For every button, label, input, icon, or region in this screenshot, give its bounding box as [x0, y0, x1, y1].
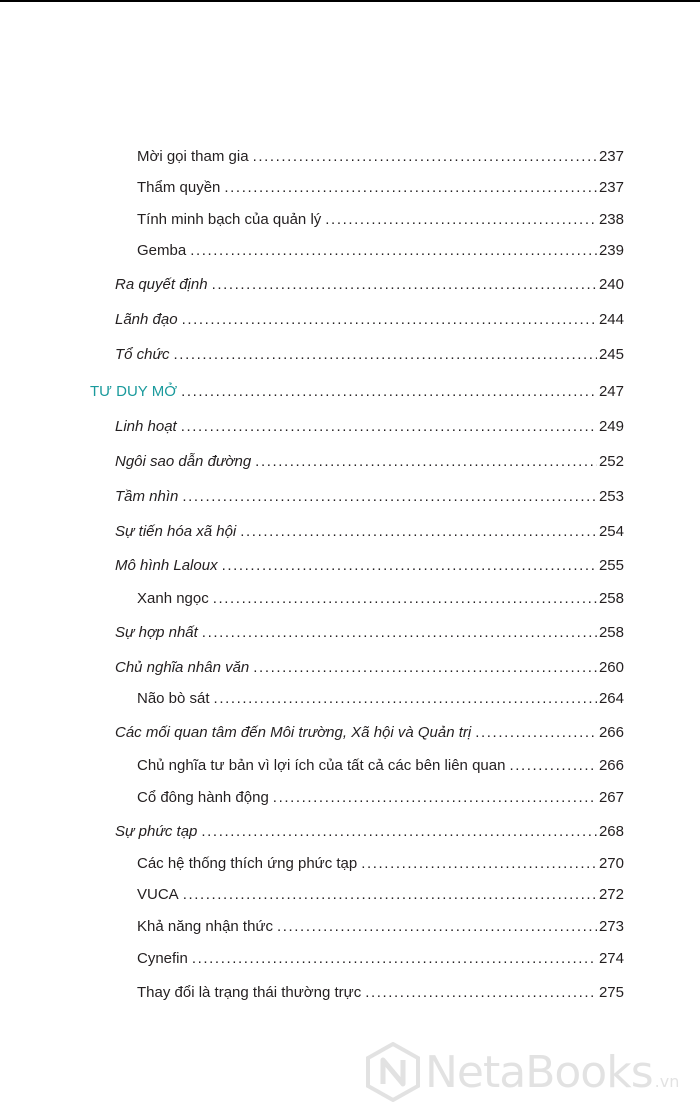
dot-leader: [181, 381, 597, 403]
toc-entry-title: Thẩm quyền: [137, 179, 221, 196]
dot-leader: [183, 884, 597, 906]
toc-entry-page: 245: [598, 346, 624, 363]
toc-entry-title: Ra quyết định: [115, 276, 208, 293]
toc-entry-page: 247: [598, 383, 624, 400]
toc-entry-page: 254: [598, 523, 624, 540]
toc-entry-page: 258: [598, 624, 624, 641]
dot-leader: [182, 486, 597, 508]
toc-entry: [137, 177, 624, 199]
dot-leader: [190, 240, 597, 262]
toc-entry-page: 239: [598, 242, 624, 259]
top-border: [0, 0, 700, 2]
toc-entry-title: Chủ nghĩa nhân văn: [115, 659, 250, 676]
toc-entry-title: Tầm nhìn: [115, 488, 179, 505]
dot-leader: [212, 274, 597, 296]
toc-entry: [115, 451, 624, 473]
toc-entry: [137, 982, 624, 1004]
watermark-suffix: .vn: [654, 1071, 680, 1091]
toc-entry: [115, 274, 624, 296]
toc-entry-title: Sự tiến hóa xã hội: [115, 523, 237, 540]
toc-entry-title: Sự phức tạp: [115, 823, 198, 840]
toc-entry-page: 258: [598, 590, 624, 607]
toc-entry-page: 244: [598, 311, 624, 328]
dot-leader: [174, 344, 597, 366]
toc-entry-title: Thay đổi là trạng thái thường trực: [137, 984, 362, 1001]
toc-entry-title: Xanh ngọc: [137, 590, 209, 607]
watermark-brand: NetaBooks: [425, 1046, 653, 1098]
toc-entry-page: 273: [598, 918, 624, 935]
toc-entry-title: Chủ nghĩa tư bản vì lợi ích của tất cả các bên liên quan: [137, 757, 506, 774]
toc-entry-page: 266: [598, 757, 624, 774]
toc-entry: [115, 722, 624, 744]
toc-entry-page: 274: [598, 950, 624, 967]
dot-leader: [273, 787, 597, 809]
toc-entry-page: 249: [598, 418, 624, 435]
toc-entry: [115, 555, 624, 577]
toc-entry-title: Khả năng nhận thức: [137, 918, 273, 935]
watermark: [365, 1042, 679, 1102]
dot-leader: [253, 657, 597, 679]
toc-entry: [115, 657, 624, 679]
toc-entry-title: Tổ chức: [115, 346, 170, 363]
dot-leader: [214, 688, 597, 710]
dot-leader: [475, 722, 597, 744]
toc-entry-page: 240: [598, 276, 624, 293]
toc-entry-title: Tính minh bạch của quản lý: [137, 211, 322, 228]
toc-entry: [137, 209, 624, 231]
toc-entry-page: 275: [598, 984, 624, 1001]
toc-entry-page: 270: [598, 855, 624, 872]
toc-entry-title: Ngôi sao dẫn đường: [115, 453, 252, 470]
dot-leader: [509, 755, 597, 777]
dot-leader: [201, 821, 597, 843]
toc-entry-page: 260: [598, 659, 624, 676]
toc-entry-page: 252: [598, 453, 624, 470]
toc-entry-page: 268: [598, 823, 624, 840]
toc-entry-title: VUCA: [137, 886, 179, 903]
toc-entry-title: Linh hoạt: [115, 418, 177, 435]
toc-entry-page: 238: [598, 211, 624, 228]
toc-entry: [137, 688, 624, 710]
dot-leader: [182, 309, 597, 331]
toc-entry-title: Các hệ thống thích ứng phức tạp: [137, 855, 358, 872]
toc-entry: [137, 916, 624, 938]
toc-entry-page: 253: [598, 488, 624, 505]
toc-entry-title: Não bò sát: [137, 690, 210, 707]
toc-entry: [115, 521, 624, 543]
toc-entry-title: Cổ đông hành động: [137, 789, 269, 806]
toc-entry-page: 237: [598, 179, 624, 196]
toc-entry: [137, 755, 624, 777]
toc-entry: [115, 486, 624, 508]
dot-leader: [222, 555, 597, 577]
dot-leader: [181, 416, 597, 438]
dot-leader: [202, 622, 597, 644]
dot-leader: [253, 146, 597, 168]
toc-entry: [137, 948, 624, 970]
dot-leader: [213, 588, 597, 610]
dot-leader: [361, 853, 597, 875]
toc-entry-page: 264: [598, 690, 624, 707]
dot-leader: [365, 982, 597, 1004]
toc-entry-page: 266: [598, 724, 624, 741]
dot-leader: [224, 177, 597, 199]
toc-entry: [115, 344, 624, 366]
toc-entry-title: TƯ DUY MỞ: [90, 383, 178, 400]
dot-leader: [277, 916, 597, 938]
dot-leader: [325, 209, 597, 231]
dot-leader: [255, 451, 597, 473]
toc-entry: [137, 146, 624, 168]
toc-entry-title: Các mối quan tâm đến Môi trường, Xã hội và Quản trị: [115, 724, 472, 741]
toc-entry-title: Gemba: [137, 242, 187, 259]
toc-entry: [137, 884, 624, 906]
toc-section-heading: [90, 381, 624, 403]
toc-entry: [115, 821, 624, 843]
toc-entry: [115, 622, 624, 644]
dot-leader: [240, 521, 597, 543]
dot-leader: [192, 948, 597, 970]
toc-entry: [137, 588, 624, 610]
toc-entry-title: Cynefin: [137, 950, 188, 967]
toc-entry-title: Mời gọi tham gia: [137, 148, 249, 165]
toc-entry-page: 272: [598, 886, 624, 903]
toc-entry-page: 255: [598, 557, 624, 574]
toc-entry: [115, 309, 624, 331]
toc-entry-page: 267: [598, 789, 624, 806]
toc-entry-title: Sự hợp nhất: [115, 624, 198, 641]
toc-entry-title: Lãnh đạo: [115, 311, 178, 328]
toc-entry-page: 237: [598, 148, 624, 165]
toc-entry-title: Mô hình Laloux: [115, 557, 218, 574]
toc-entry: [137, 787, 624, 809]
netabooks-logo-icon: [365, 1042, 421, 1102]
toc-entry: [137, 240, 624, 262]
toc-entry: [137, 853, 624, 875]
toc-entry: [115, 416, 624, 438]
